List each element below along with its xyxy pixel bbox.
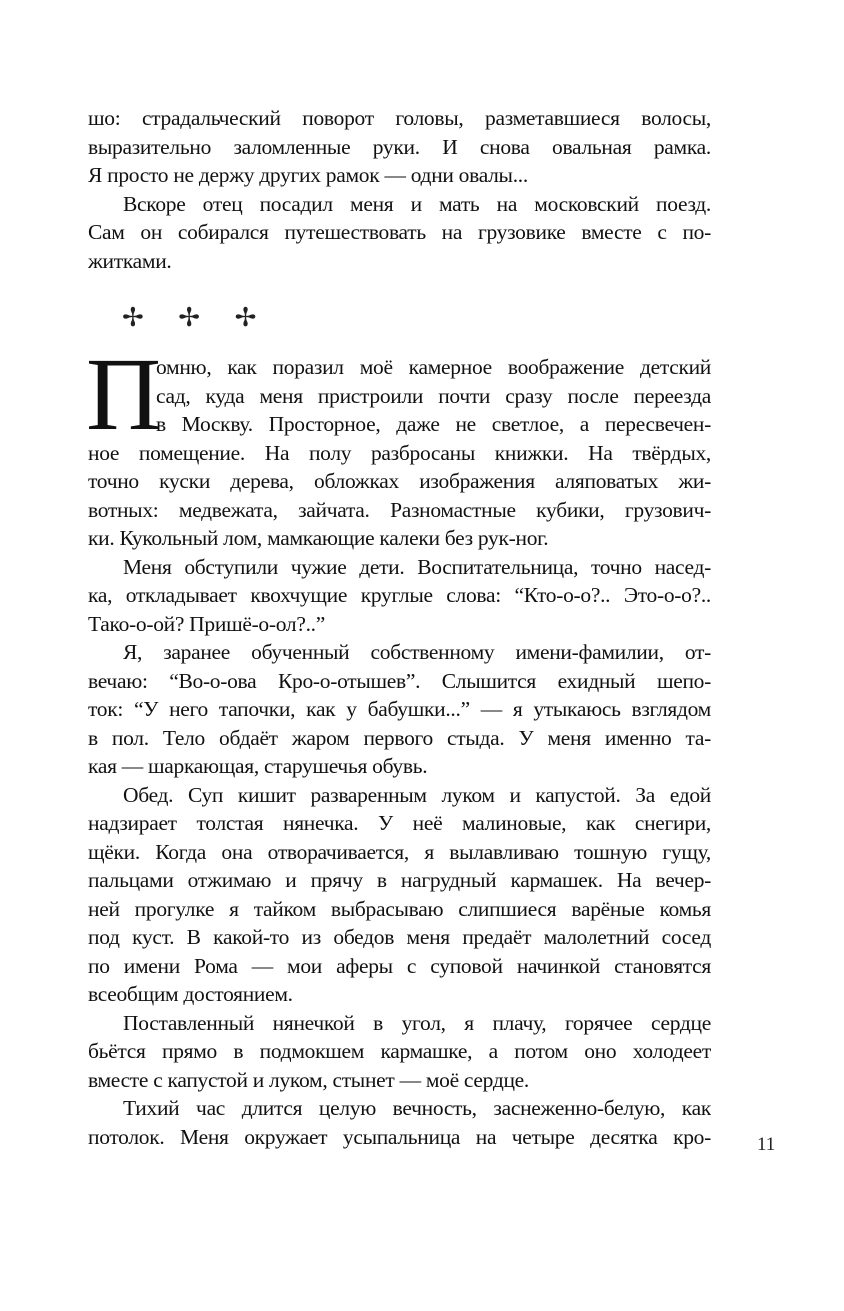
text-line: Сам он собирался путешествовать на грузовике вместе с по- bbox=[88, 220, 711, 244]
text-line: Вскоре отец посадил меня и мать на московский поезд. bbox=[123, 191, 711, 216]
paragraph bbox=[88, 781, 711, 1009]
page-number: 11 bbox=[757, 1134, 776, 1155]
text-line: бьётся прямо в подмокшем кармашке, а потом оно холодеет bbox=[88, 1039, 711, 1063]
section-separator: ✢ ✢ ✢ bbox=[122, 303, 271, 332]
text-line: шо: страдальческий поворот головы, разметавшиеся волосы, bbox=[88, 106, 711, 130]
text-line: Тако-о-ой? Пришё-о-ол?..” bbox=[88, 611, 325, 636]
paragraph bbox=[88, 553, 711, 639]
text-line: Меня обступили чужие дети. Воспитательница, точно насед- bbox=[123, 554, 711, 579]
text-line: под куст. В какой-то из обедов меня предаёт малолетний сосед bbox=[88, 925, 711, 949]
text-line: всеобщим достоянием. bbox=[88, 982, 293, 1006]
text-line: омню, как поразил моё камерное воображение детский bbox=[156, 355, 711, 379]
text-line: точно куски дерева, обложках изображения аляповатых жи- bbox=[88, 469, 711, 493]
text-line: Я просто не держу других рамок — одни овалы... bbox=[88, 163, 528, 187]
text-line: вечаю: “Во-о-ова Кро-о-отышев”. Слышится ехидный шепо- bbox=[88, 668, 711, 693]
paragraph bbox=[88, 1009, 711, 1095]
text-line: в Москву. Просторное, даже не светлое, а пересвечен- bbox=[156, 412, 711, 436]
text-line: в пол. Тело обдаёт жаром первого стыда. У меня именно та- bbox=[88, 725, 711, 750]
text-line: Тихий час длится целую вечность, заснеженно-белую, как bbox=[123, 1096, 711, 1120]
paragraph bbox=[88, 1094, 711, 1151]
text-line: по имени Рома — мои аферы с суповой начинкой становятся bbox=[88, 953, 711, 978]
text-line: ка, откладывает квохчущие круглые слова: “Кто-о-о?.. Это-о-о?.. bbox=[88, 583, 711, 607]
drop-cap-letter: П bbox=[86, 337, 162, 452]
text-line: надзирает толстая нянечка. У неё малиновые, как снегири, bbox=[88, 811, 711, 835]
text-line: выразительно заломленные руки. И снова овальная рамка. bbox=[88, 134, 711, 159]
text-line: Обед. Суп кишит разваренным луком и капустой. За едой bbox=[123, 782, 711, 807]
text-line: Я, заранее обученный собственному имени-фамилии, от- bbox=[123, 640, 711, 664]
paragraph bbox=[88, 638, 711, 781]
text-line: вотных: медвежата, зайчата. Разномастные кубики, грузович- bbox=[88, 497, 711, 522]
text-line: ки. Кукольный лом, мамкающие калеки без рук-ног. bbox=[88, 526, 549, 550]
paragraph bbox=[88, 190, 711, 276]
page-body bbox=[88, 104, 711, 1151]
paragraph bbox=[88, 104, 711, 190]
text-line: житками. bbox=[88, 248, 172, 273]
text-line: ней прогулке я тайком выбрасываю слипшиеся варёные комья bbox=[88, 896, 711, 921]
text-line: Поставленный нянечкой в угол, я плачу, горячее сердце bbox=[123, 1010, 711, 1035]
text-line: щёки. Когда она отворачивается, я вылавливаю тошную гущу, bbox=[88, 839, 711, 864]
text-line: ное помещение. На полу разбросаны книжки. На твёрдых, bbox=[88, 440, 711, 465]
text-line: пальцами отжимаю и прячу в нагрудный кармашек. На вечер- bbox=[88, 868, 711, 892]
text-line: кая — шаркающая, старушечья обувь. bbox=[88, 754, 428, 778]
text-line: потолок. Меня окружает усыпальница на четыре десятка кро- bbox=[88, 1124, 711, 1149]
drop-cap-paragraph bbox=[86, 337, 711, 553]
text-line: сад, куда меня пристроили почти сразу после переезда bbox=[156, 383, 711, 408]
text-line: вместе с капустой и луком, стынет — моё сердце. bbox=[88, 1067, 530, 1092]
text-line: ток: “У него тапочки, как у бабушки...” — я утыкаюсь взглядом bbox=[88, 697, 711, 721]
